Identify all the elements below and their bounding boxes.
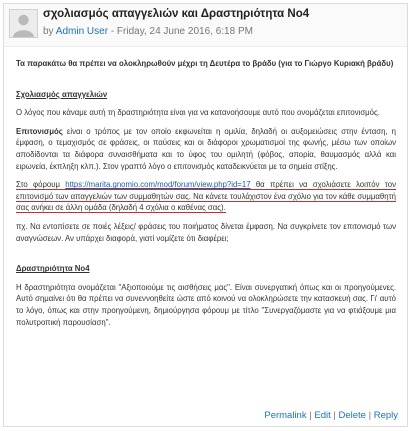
byline-prefix: by [43, 26, 56, 37]
intonation-definition: είναι ο τρόπος με τον οποίο εκφωνείται η ομιλία, δηλαδή οι αυξομειώσεις στην ένταση, η έμφαση, ο τεμαχισμός σε φράσεις, οι παύσεις και οι διάφοροι χρωματισμοί της φωνής, μέσω των οποίων αποδίδονται τα διάφορα συναισθήματα και το ύφος του ομιλητή (φόβος, απορία, θαυμασμός αλλά και ειρωνεία, έκπληξη κλπ.). Στον γραπτό λόγο ο επιτονισμός καταδεικνύεται με τα σημεία στίξης. [16, 126, 396, 171]
post-header [4, 4, 407, 47]
intonation-term: Επιτονισμός [16, 126, 63, 136]
separator: | [365, 410, 374, 421]
post-commands [264, 410, 398, 421]
permalink-link[interactable]: Permalink [264, 410, 307, 421]
section1-paragraph-4: πχ. Να εντοπίσετε σε ποιές λέξεις/ φράσεις του ποιήματος δίνεται έμφαση. Να συγκρίνετε τον επιτονισμό των αναγνώσεων. Αν υπάρχει διαφορά, γιατί νομίζετε ότι διαφέρει; [16, 221, 396, 243]
section-title-recitations: Σχολιασμός απαγγελιών [16, 89, 108, 99]
post-byline [43, 26, 253, 37]
section1-paragraph-1: Ο λόγος που κάναμε αυτή τη δραστηριότητα είναι για να κατανοήσουμε αυτό που ονομάζεται επιτονισμός. [16, 108, 380, 118]
forum-instructions-text: θα πρέπει να σχολιάσετε λοιπόν τον επιτονισμό των απαγγελιών των συμμαθητών σας. Να κάνετε τουλάχιστον ένα σχόλιο για τον κάθε συμμαθητή σας ανήκει σε άλλη ομάδα (δηλαδή 4 σχόλια ο καθένας σας). [16, 180, 396, 213]
reply-link[interactable]: Reply [373, 410, 398, 421]
forum-sentence [16, 180, 396, 213]
forum-intro-text: Στο φόρουμ [16, 180, 66, 190]
delete-link[interactable]: Delete [338, 410, 366, 421]
author-link[interactable]: Admin User [55, 26, 109, 37]
user-silhouette-icon [10, 10, 37, 37]
post-subject: σχολιασμός απαγγελιών και Δραστηριότητα Νο4 [43, 8, 310, 20]
post-date: - Friday, 24 June 2016, 6:18 PM [108, 26, 253, 37]
forum-post [3, 3, 408, 427]
section1-paragraph-2 [16, 126, 396, 172]
user-avatar[interactable] [9, 9, 38, 38]
section1-paragraph-3 [16, 179, 396, 214]
post-lead: Τα παρακάτω θα πρέπει να ολοκληρωθούν μέχρι τη Δευτέρα το βράδυ (για το Γιώργο Κυριακή βράδυ) [16, 59, 394, 68]
edit-link[interactable]: Edit [314, 410, 331, 421]
post-content [16, 49, 396, 328]
separator: | [330, 410, 339, 421]
separator: | [306, 410, 315, 421]
forum-link[interactable]: https://marita.gnomio.com/mod/forum/view.php?id=17 [65, 180, 251, 190]
section-title-activity-4: Δραστηριότητα Νο4 [16, 264, 90, 274]
section2-paragraph-1: Η δραστηριότητα ονομάζεται "Αξιοποιούμε τις αισθήσεις μας". Είναι συνεργατική όπως και οι προηγούμενες. Αυτό σημαίνει ότι θα πρέπει να συνεννοηθείτε ώστε από κοινού να ολοκληρώσετε την κατασκευή σας. Γι' αυτό το λόγο, όπως και στην προηγούμενη, δημιούργησα φόρουμ με τίτλο "Συνεργαζόμαστε για να φτιάξουμε μια πολυτροπική παρουσίαση". [16, 282, 396, 327]
